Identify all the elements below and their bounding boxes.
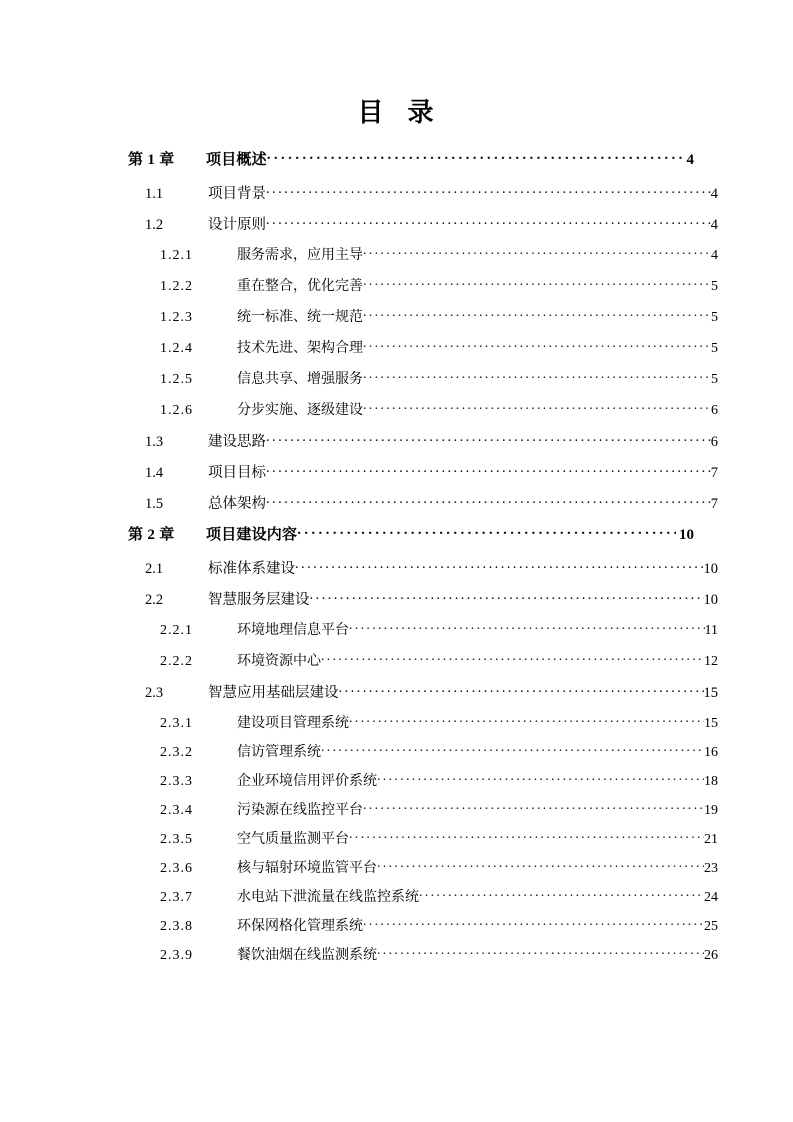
toc-entry-label: 空气质量监测平台 (237, 831, 349, 847)
toc-entry-page-number: 5 (711, 372, 718, 387)
toc-entry-label: 设计原则 (208, 217, 266, 233)
toc-entry-page-number: 10 (679, 527, 694, 543)
toc-entry-page-number: 25 (704, 919, 718, 934)
toc-entry-page-number: 4 (710, 217, 718, 233)
toc-entry-label: 建设项目管理系统 (237, 715, 349, 731)
toc-dot-leader (377, 945, 704, 959)
toc-dot-leader (377, 858, 704, 872)
toc-entry[interactable] (0, 650, 793, 681)
toc-entry-number: 1.2 (145, 217, 164, 233)
toc-entry-number: 2.2.2 (160, 654, 193, 669)
toc-entry[interactable] (0, 244, 793, 275)
toc-entry-page-number: 5 (711, 279, 718, 294)
toc-entry-number: 2.3.1 (160, 716, 193, 731)
toc-entry-number: 1.2.2 (160, 279, 193, 294)
toc-entry-label: 项目目标 (208, 465, 266, 481)
toc-dot-leader (349, 620, 705, 634)
toc-dot-leader (297, 524, 676, 539)
toc-entry[interactable] (0, 712, 793, 741)
toc-entry[interactable] (0, 741, 793, 770)
toc-entry[interactable] (0, 828, 793, 857)
toc-dot-leader (266, 494, 711, 509)
toc-dot-leader (363, 276, 711, 290)
toc-entry-page-number: 16 (704, 745, 718, 760)
toc-entry-label: 核与辐射环境监管平台 (237, 860, 377, 876)
toc-entry-number: 2.2.1 (160, 623, 193, 638)
toc-dot-leader (363, 338, 711, 352)
toc-entry-number: 2.3.8 (160, 919, 193, 934)
toc-entry[interactable] (0, 337, 793, 368)
toc-entry-number: 1.2.3 (160, 310, 193, 325)
toc-entry-label: 餐饮油烟在线监测系统 (237, 947, 377, 963)
toc-entry-page-number: 5 (711, 341, 718, 356)
toc-entry[interactable] (0, 399, 793, 430)
toc-entry-page-number: 5 (711, 310, 718, 325)
toc-dot-leader (266, 463, 711, 478)
toc-entry-number: 2.3.7 (160, 890, 193, 905)
toc-entry-page-number: 11 (704, 623, 718, 638)
toc-dot-leader (295, 559, 704, 574)
toc-entry-page-number: 10 (703, 561, 718, 577)
toc-entry-page-number: 7 (710, 496, 718, 512)
toc-entry-page-number: 23 (704, 861, 718, 876)
toc-entry-label: 项目概述 (206, 150, 267, 168)
toc-entry-page-number: 21 (704, 832, 718, 847)
toc-entry[interactable] (0, 148, 793, 182)
toc-entry-page-number: 4 (710, 186, 718, 202)
toc-entry-page-number: 6 (710, 434, 718, 450)
toc-entry-number: 1.2.6 (160, 403, 193, 418)
toc-entry[interactable] (0, 461, 793, 492)
toc-entry-page-number: 24 (704, 890, 718, 905)
toc-entry-number: 2.3.2 (160, 745, 193, 760)
toc-entry-label: 污染源在线监控平台 (237, 802, 363, 818)
toc-entry-number: 2.3.6 (160, 861, 193, 876)
toc-entry-page-number: 7 (710, 465, 718, 481)
toc-entry-page-number: 12 (704, 654, 718, 669)
toc-entry-label: 技术先进、架构合理 (237, 340, 363, 356)
toc-entry[interactable] (0, 681, 793, 712)
toc-entry-number: 1.2.1 (160, 248, 193, 263)
toc-entry[interactable] (0, 944, 793, 973)
toc-entry[interactable] (0, 857, 793, 886)
toc-entry-label: 建设思路 (208, 434, 266, 450)
toc-entry-label: 环境资源中心 (237, 653, 321, 669)
toc-entry-label: 智慧服务层建设 (208, 592, 310, 608)
toc-entry-page-number: 18 (704, 774, 718, 789)
toc-entry-number: 1.4 (145, 465, 164, 481)
toc-entry[interactable] (0, 557, 793, 588)
toc-entry-label: 环境地理信息平台 (237, 622, 349, 638)
toc-entry-number: 2.3.5 (160, 832, 193, 847)
toc-entry-number: 2.3 (145, 685, 164, 701)
toc-dot-leader (266, 184, 711, 199)
toc-entry-page-number: 4 (686, 152, 694, 168)
toc-entry-label: 项目背景 (208, 186, 266, 202)
toc-entry-number: 2.3.4 (160, 803, 193, 818)
toc-entry[interactable] (0, 523, 793, 557)
toc-entry-page-number: 26 (704, 948, 718, 963)
toc-dot-leader (310, 590, 704, 605)
toc-entry-label: 重在整合，优化完善 (237, 278, 363, 294)
toc-entry-page-number: 10 (703, 592, 718, 608)
toc-entry-label: 水电站下泄流量在线监控系统 (237, 889, 419, 905)
toc-entry-number: 2.3.3 (160, 774, 193, 789)
toc-entry[interactable] (0, 213, 793, 244)
page-title: 目 录 (357, 98, 436, 128)
toc-entry[interactable] (0, 915, 793, 944)
toc-entry-number: 2.1 (145, 561, 164, 577)
toc-entry-page-number: 15 (704, 716, 718, 731)
toc-dot-leader (349, 829, 704, 843)
toc-dot-leader (349, 713, 704, 727)
toc-entry-number: 1.1 (145, 186, 164, 202)
toc-entry[interactable] (0, 588, 793, 619)
toc-entry-label: 智慧应用基础层建设 (208, 685, 339, 701)
toc-entry-number: 1.2.4 (160, 341, 193, 356)
toc-dot-leader (266, 432, 711, 447)
toc-entry-page-number: 15 (703, 685, 718, 701)
toc-entry-number: 2.2 (145, 592, 164, 608)
table-of-contents (0, 148, 793, 973)
toc-entry-number: 1.2.5 (160, 372, 193, 387)
toc-entry-label: 企业环境信用评价系统 (237, 773, 377, 789)
toc-entry[interactable] (0, 306, 793, 337)
toc-dot-leader (321, 651, 704, 665)
toc-entry-label: 标准体系建设 (208, 561, 295, 577)
toc-dot-leader (363, 400, 711, 414)
toc-entry-page-number: 19 (704, 803, 718, 818)
toc-entry[interactable] (0, 619, 793, 650)
toc-entry[interactable] (0, 492, 793, 523)
toc-entry-label: 信息共享、增强服务 (237, 371, 363, 387)
toc-entry-label: 服务需求，应用主导 (237, 247, 363, 263)
toc-entry-label: 项目建设内容 (206, 525, 298, 543)
toc-dot-leader (339, 683, 704, 698)
toc-entry[interactable] (0, 886, 793, 915)
toc-entry[interactable] (0, 275, 793, 306)
toc-entry[interactable] (0, 182, 793, 213)
toc-entry[interactable] (0, 770, 793, 799)
toc-dot-leader (267, 149, 684, 164)
toc-dot-leader (363, 245, 711, 259)
toc-entry-label: 分步实施、逐级建设 (237, 402, 363, 418)
toc-entry-number: 1.3 (145, 434, 164, 450)
toc-dot-leader (363, 369, 711, 383)
toc-dot-leader (266, 215, 711, 230)
toc-entry-label: 环保网格化管理系统 (237, 918, 363, 934)
toc-entry-number: 1.5 (145, 496, 164, 512)
toc-entry[interactable] (0, 799, 793, 828)
toc-entry-number: 第 2 章 (128, 527, 175, 543)
toc-dot-leader (363, 307, 711, 321)
toc-entry[interactable] (0, 430, 793, 461)
toc-entry-number: 第 1 章 (128, 152, 175, 168)
toc-entry-page-number: 6 (711, 403, 718, 418)
toc-dot-leader (363, 916, 704, 930)
toc-dot-leader (419, 887, 704, 901)
toc-entry-label: 信访管理系统 (237, 744, 321, 760)
toc-dot-leader (377, 771, 704, 785)
toc-entry-label: 统一标准、统一规范 (237, 309, 363, 325)
toc-dot-leader (321, 742, 704, 756)
toc-entry-number: 2.3.9 (160, 948, 193, 963)
toc-entry-page-number: 4 (711, 248, 718, 263)
toc-dot-leader (363, 800, 704, 814)
toc-entry-label: 总体架构 (208, 496, 266, 512)
toc-entry[interactable] (0, 368, 793, 399)
